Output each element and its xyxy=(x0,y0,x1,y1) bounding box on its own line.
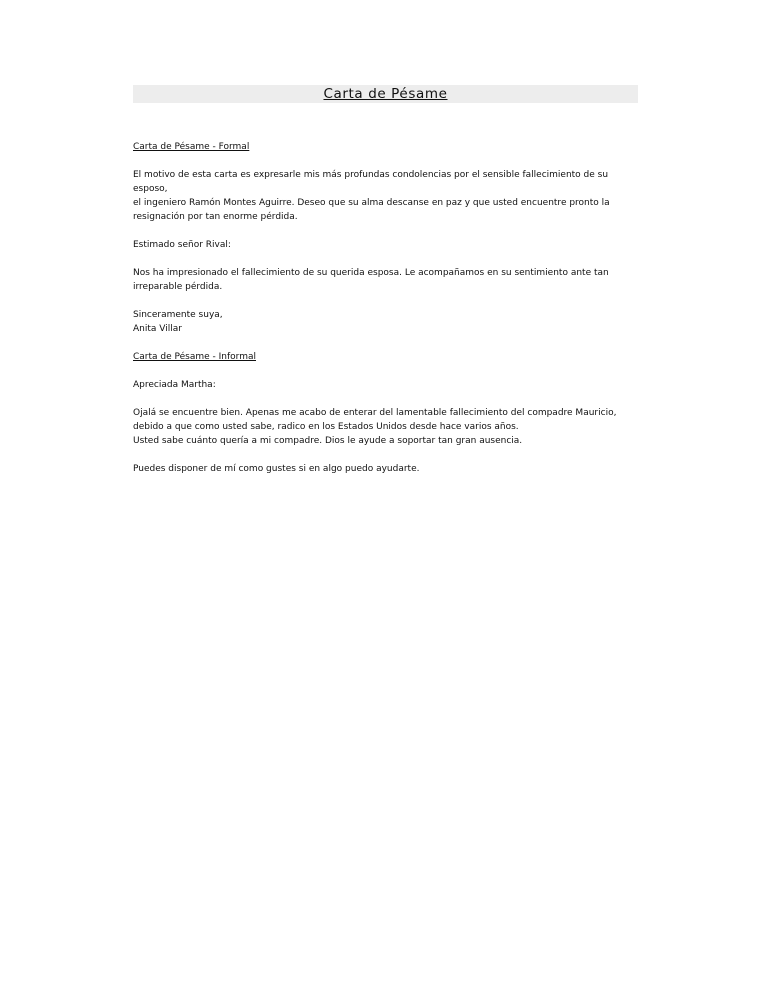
text-line: irreparable pérdida. xyxy=(133,282,223,292)
text-line: Ojalá se encuentre bien. Apenas me acabo de enterar del lamentable fallecimiento del compadre Mauricio, xyxy=(133,408,617,418)
document-page xyxy=(133,85,638,490)
text-line: Usted sabe cuánto quería a mi compadre. Dios le ayude a soportar tan gran ausencia. xyxy=(133,436,523,446)
document-body xyxy=(133,140,638,476)
informal-heading: Carta de Pésame - Informal xyxy=(133,352,256,362)
text-line: El motivo de esta carta es expresarle mis más profundas condolencias por el sensible fallecimiento de su esposo, xyxy=(133,170,609,194)
informal-paragraph-2: Puedes disponer de mí como gustes si en algo puedo ayudarte. xyxy=(133,464,420,474)
title-bar xyxy=(133,85,638,103)
text-line: debido a que como usted sabe, radico en los Estados Unidos desde hace varios años. xyxy=(133,422,519,432)
document-title: Carta de Pésame xyxy=(323,86,448,102)
text-line: resignación por tan enorme pérdida. xyxy=(133,212,298,222)
text-line: Nos ha impresionado el fallecimiento de su querida esposa. Le acompañamos en su sentimiento ante tan xyxy=(133,268,609,278)
formal-signoff xyxy=(133,308,638,336)
informal-salutation: Apreciada Martha: xyxy=(133,380,216,390)
closing-line: Sinceramente suya, xyxy=(133,310,223,320)
informal-paragraph-1 xyxy=(133,406,638,448)
formal-heading: Carta de Pésame - Formal xyxy=(133,142,250,152)
text-line: el ingeniero Ramón Montes Aguirre. Deseo que su alma descanse en paz y que usted encuentre pronto la xyxy=(133,198,610,208)
signature-name: Anita Villar xyxy=(133,324,182,334)
formal-salutation: Estimado señor Rival: xyxy=(133,240,231,250)
formal-paragraph-2 xyxy=(133,266,638,294)
formal-paragraph-1 xyxy=(133,168,638,224)
